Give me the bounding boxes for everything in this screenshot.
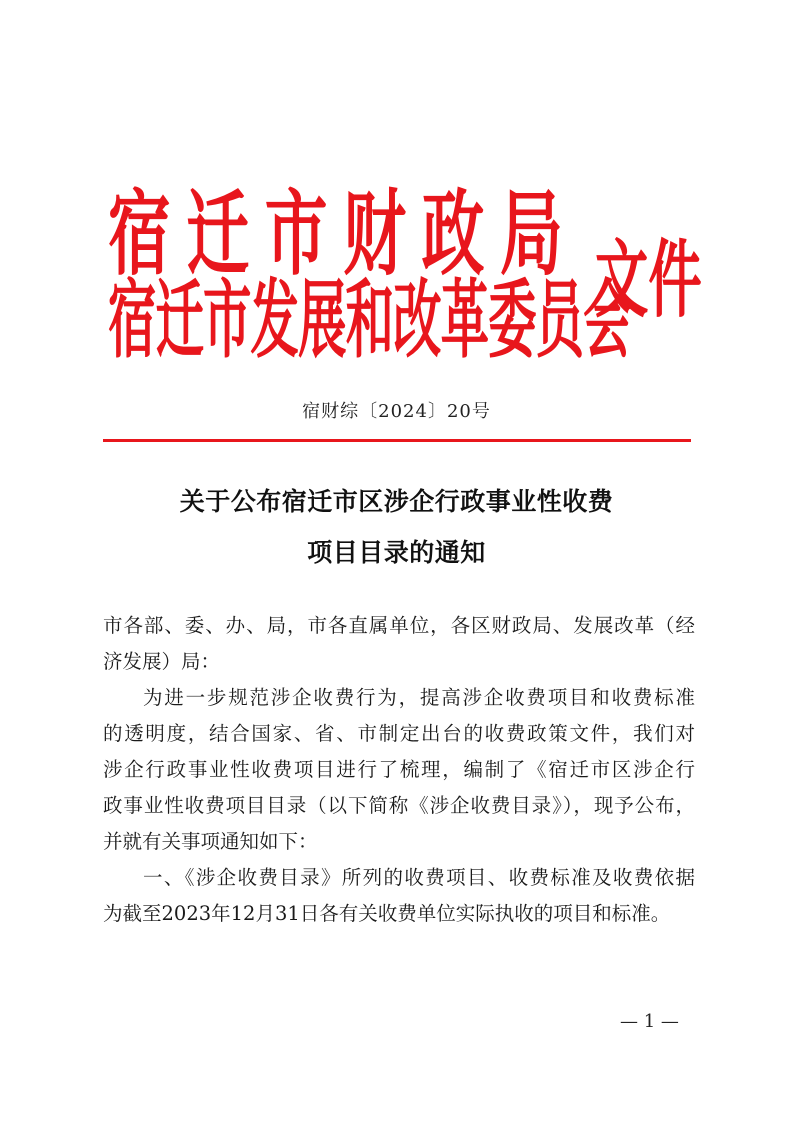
paragraph-line: 为截至2023年12月31日各有关收费单位实际执收的项目和标准。 — [103, 902, 671, 925]
paragraph-line: 并就有关事项通知如下： — [103, 830, 318, 853]
paragraph-line: 政事业性收费项目目录（以下简称《涉企收费目录》），现予公布， — [103, 794, 695, 817]
paragraph-line: 涉企行政事业性收费项目进行了梳理，编制了《宿迁市区涉企行 — [103, 758, 695, 781]
document-title-line-2: 项目目录的通知 — [307, 538, 486, 567]
masthead-issuer-development-reform-commission: 宿迁市发展和改革委员会 — [108, 269, 631, 370]
masthead-issuer-finance-bureau: 宿迁市财政局 — [108, 180, 579, 290]
paragraph-line: 为进一步规范涉企收费行为，提高涉企收费项目和收费标准 — [143, 686, 695, 709]
page-number: — 1 — — [620, 1011, 679, 1032]
paragraph-line: 一、《涉企收费目录》所列的收费项目、收费标准及收费依据 — [143, 866, 695, 889]
document-body — [103, 608, 695, 932]
document-title-line-1: 关于公布宿迁市区涉企行政事业性收费 — [179, 487, 614, 516]
paragraph-line: 的透明度，结合国家、省、市制定出台的收费政策文件，我们对 — [103, 722, 695, 745]
red-divider-line — [103, 439, 691, 442]
masthead — [108, 160, 708, 370]
addressee-line: 市各部、委、办、局，市各直属单位，各区财政局、发展改革（经 — [103, 614, 695, 637]
document-number: 宿财综〔2024〕20号 — [302, 401, 491, 422]
masthead-document-suffix: 文件 — [595, 230, 702, 330]
addressee-line: 济发展）局： — [103, 650, 221, 673]
